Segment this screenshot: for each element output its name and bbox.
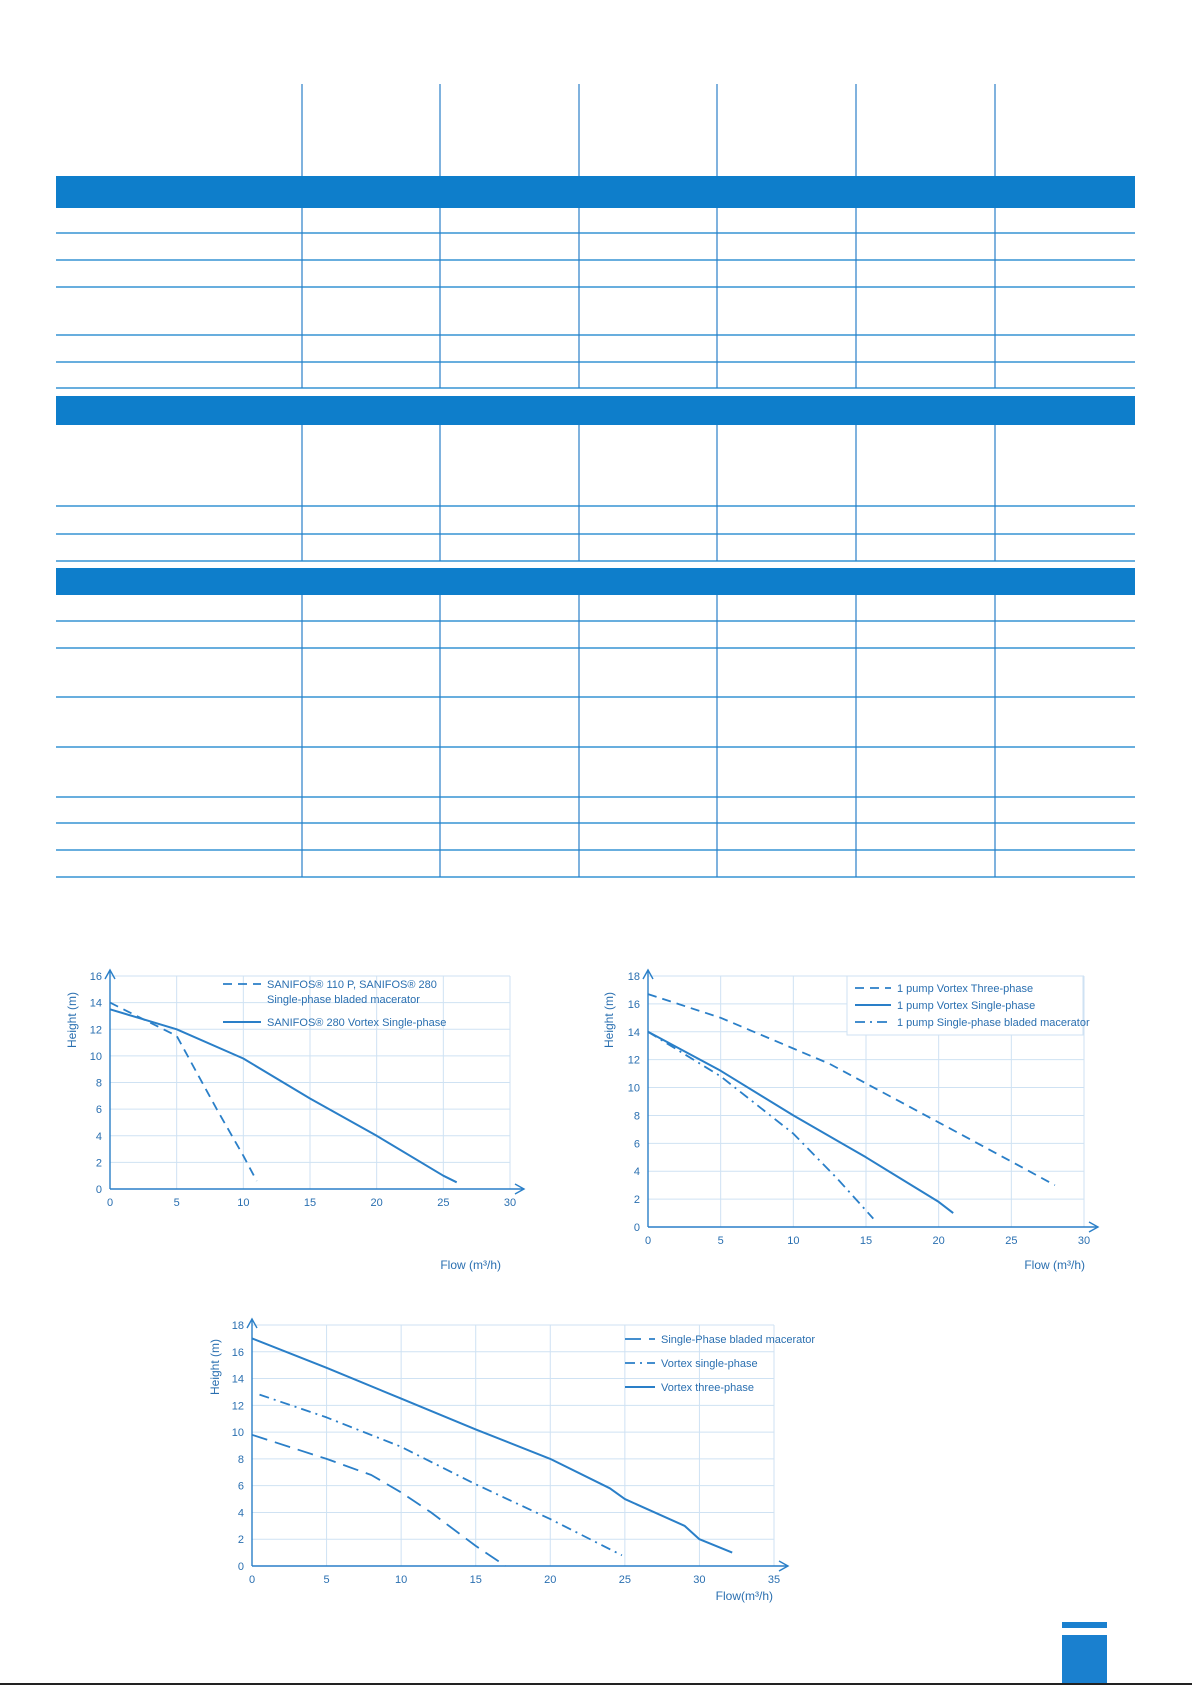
y-tick-label-2: 4 bbox=[633, 1166, 640, 1179]
x-tick-label-4: 20 bbox=[370, 1197, 383, 1209]
y-tick-label-4: 8 bbox=[633, 1110, 640, 1123]
y-tick-label-6: 12 bbox=[89, 1024, 102, 1037]
table-section-header-3 bbox=[56, 568, 1135, 595]
chart-three-phase-comparison bbox=[200, 1310, 850, 1610]
legend-label-1: SANIFOS® 110 P, SANIFOS® 280 Single-phase bladed macerator bbox=[267, 979, 437, 1006]
y-tick-label-0: 0 bbox=[237, 1561, 244, 1573]
y-axis-label: Height (m) bbox=[65, 991, 79, 1049]
y-tick-label-9: 18 bbox=[627, 971, 640, 983]
x-tick-label-1: 5 bbox=[717, 1235, 724, 1247]
x-tick-label-5: 25 bbox=[437, 1197, 450, 1209]
x-tick-label-7: 35 bbox=[767, 1574, 781, 1586]
y-tick-label-0: 0 bbox=[633, 1222, 640, 1234]
x-tick-label-3: 15 bbox=[859, 1235, 873, 1247]
x-tick-label-2: 10 bbox=[395, 1574, 408, 1586]
table-section-header-2 bbox=[56, 396, 1135, 425]
x-tick-label-6: 30 bbox=[693, 1574, 706, 1586]
x-tick-label-2: 10 bbox=[237, 1197, 250, 1209]
chart-sanifos-110-280 bbox=[55, 960, 525, 1280]
x-tick-label-5: 25 bbox=[618, 1574, 631, 1586]
y-tick-label-5: 10 bbox=[627, 1082, 640, 1095]
x-tick-label-5: 25 bbox=[1005, 1235, 1018, 1247]
x-tick-label-4: 20 bbox=[544, 1574, 557, 1586]
y-axis-label: Height (m) bbox=[208, 1338, 222, 1396]
y-tick-label-3: 6 bbox=[633, 1138, 640, 1151]
y-tick-label-2: 4 bbox=[95, 1130, 102, 1143]
y-tick-label-7: 14 bbox=[231, 1373, 244, 1386]
y-tick-label-1: 2 bbox=[95, 1157, 102, 1170]
x-tick-label-6: 30 bbox=[1077, 1235, 1091, 1247]
y-tick-label-6: 12 bbox=[231, 1400, 244, 1413]
y-tick-label-4: 8 bbox=[95, 1077, 102, 1090]
y-tick-label-8: 16 bbox=[231, 1346, 244, 1359]
series-line-2 bbox=[110, 1009, 457, 1182]
x-tick-label-6: 30 bbox=[503, 1197, 517, 1209]
legend-label-3: Vortex three-phase bbox=[661, 1382, 754, 1394]
y-tick-label-1: 2 bbox=[633, 1194, 640, 1207]
table-section-header-1 bbox=[56, 176, 1135, 208]
y-tick-label-2: 4 bbox=[237, 1507, 244, 1520]
y-axis-label: Height (m) bbox=[602, 991, 616, 1049]
y-tick-label-3: 6 bbox=[237, 1480, 244, 1493]
y-tick-label-0: 0 bbox=[95, 1184, 102, 1196]
y-tick-label-1: 2 bbox=[237, 1534, 244, 1547]
y-tick-label-4: 8 bbox=[237, 1453, 244, 1466]
y-tick-label-7: 14 bbox=[89, 997, 102, 1010]
y-tick-label-9: 18 bbox=[231, 1320, 244, 1332]
y-tick-label-5: 10 bbox=[231, 1427, 244, 1440]
x-tick-label-2: 10 bbox=[787, 1235, 800, 1247]
legend-label-2: Vortex single-phase bbox=[661, 1358, 758, 1370]
page-tab bbox=[1062, 1622, 1107, 1685]
legend-label-2: SANIFOS® 280 Vortex Single-phase bbox=[267, 1017, 447, 1029]
y-tick-label-6: 12 bbox=[627, 1054, 640, 1067]
series-line-2 bbox=[260, 1395, 622, 1556]
page-tab-stripe bbox=[1062, 1622, 1107, 1628]
x-tick-label-3: 15 bbox=[469, 1574, 482, 1586]
x-tick-label-1: 5 bbox=[173, 1197, 180, 1209]
series-line-3 bbox=[252, 1338, 732, 1552]
legend-label-3: 1 pump Single-phase bladed macerator bbox=[897, 1017, 1090, 1029]
legend-label-1: Single-Phase bladed macerator bbox=[661, 1334, 816, 1346]
y-tick-label-7: 14 bbox=[627, 1026, 640, 1039]
chart-vortex-pumps bbox=[602, 960, 1095, 1280]
x-tick-label-3: 15 bbox=[303, 1197, 317, 1209]
y-tick-label-8: 16 bbox=[89, 971, 102, 983]
legend-label-1: 1 pump Vortex Three-phase bbox=[897, 983, 1034, 995]
x-tick-label-1: 5 bbox=[323, 1574, 330, 1586]
x-axis-label: Flow(m³/h) bbox=[715, 1589, 773, 1603]
x-tick-label-0: 0 bbox=[644, 1235, 652, 1247]
page-tab-block bbox=[1062, 1635, 1107, 1685]
y-tick-label-5: 10 bbox=[89, 1050, 102, 1063]
x-axis-label: Flow (m³/h) bbox=[440, 1258, 501, 1272]
x-tick-label-4: 20 bbox=[932, 1235, 945, 1247]
legend-label-2: 1 pump Vortex Single-phase bbox=[897, 1000, 1036, 1012]
x-tick-label-0: 0 bbox=[106, 1197, 114, 1209]
y-tick-label-8: 16 bbox=[627, 998, 640, 1011]
y-tick-label-3: 6 bbox=[95, 1104, 102, 1117]
series-line-1 bbox=[252, 1435, 506, 1566]
x-tick-label-0: 0 bbox=[248, 1574, 256, 1586]
x-axis-label: Flow (m³/h) bbox=[1024, 1258, 1085, 1272]
